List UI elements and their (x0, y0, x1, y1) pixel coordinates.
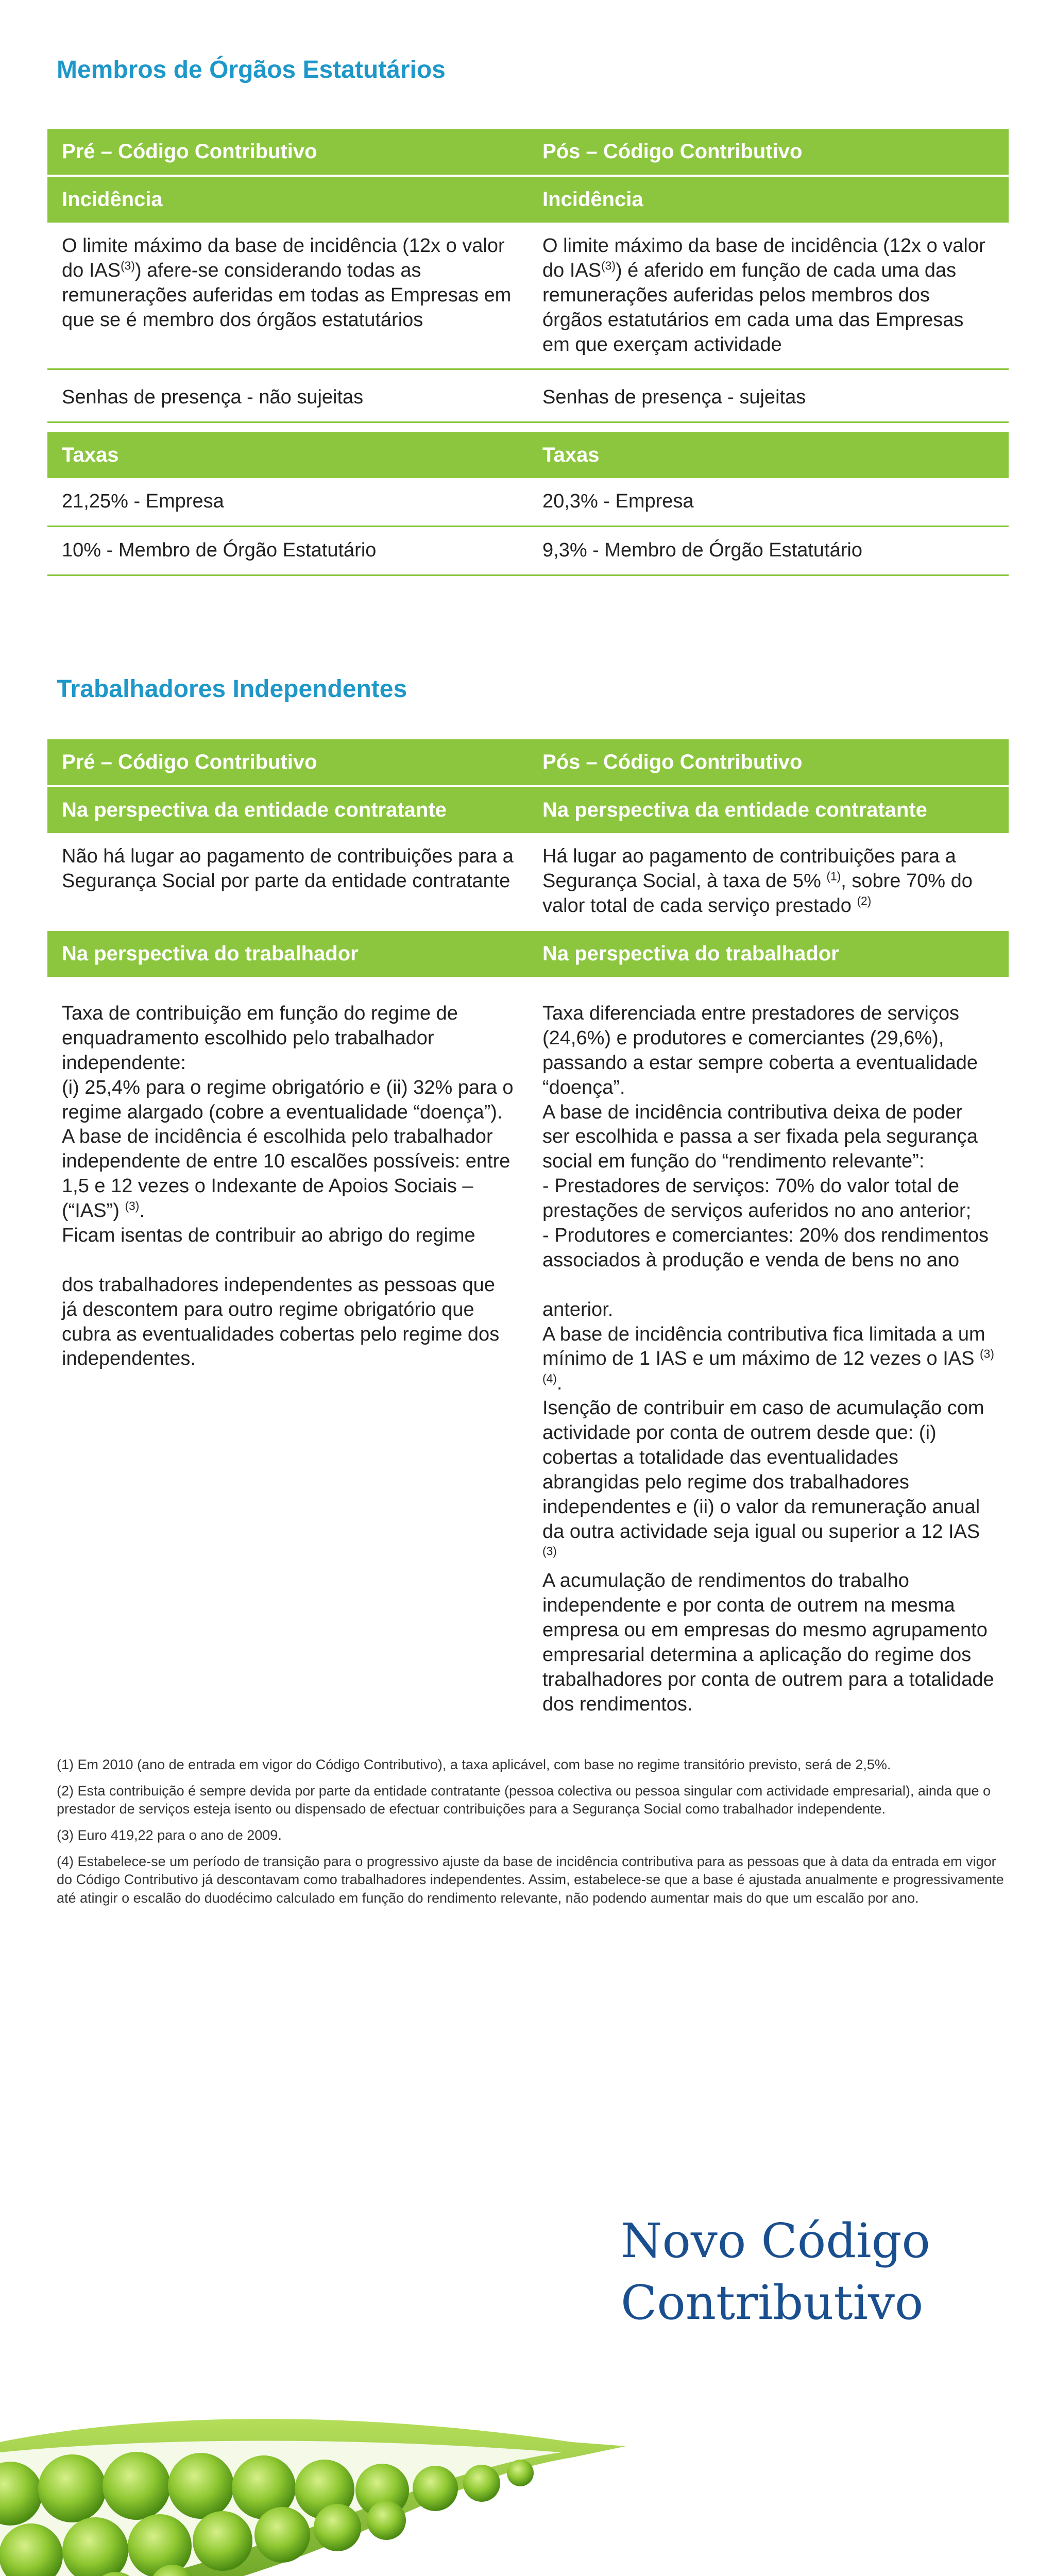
incidencia-label-pre: Incidência (62, 188, 163, 211)
table-header-row (47, 129, 1009, 175)
perspectiva-entidade-pre: Na perspectiva da entidade contratante (62, 799, 447, 821)
senhas-row (47, 370, 1009, 423)
incidencia-label-pos: Incidência (542, 188, 643, 211)
col2-header-pos: Pós – Código Contributivo (542, 751, 803, 773)
trabalhador-pre-text: Taxa de contribuição em função do regime de enquadramento escolhido pelo trabalhador independente: (i) 25,4% para o regime obrigatório e (ii) 32% para o regime alargado (cobre a eventualidade “doença”). A base de incidência é escolhida pelo trabalhador independente de entre 10 escalões possíveis: entre 1,5 e 12 vezes o Indexante de Apoios Sociais – (“IAS”) $^{(3)}$. Ficam isentas de contribuir ao abrigo do regime dos trabalhadores independentes as pessoas que já descontem para outro regime obrigatório que cubra as eventualidades cobertas pelo regime dos independentes. (62, 1003, 514, 1370)
entidade-pre-text: Não há lugar ao pagamento de contribuições para a Segurança Social por parte da entidade contratante (62, 845, 514, 892)
incidencia-row (47, 223, 1009, 370)
col2-header-pre: Pré – Código Contributivo (62, 751, 317, 773)
table-membros (47, 129, 1009, 576)
incidencia-header-row (47, 175, 1009, 223)
table-independentes (47, 739, 1009, 1728)
senhas-pre: Senhas de presença - não sujeitas (62, 386, 364, 409)
footnotes (57, 1756, 1005, 1916)
perspectiva-entidade-pos: Na perspectiva da entidade contratante (542, 799, 927, 821)
perspectiva-trabalhador-pos: Na perspectiva do trabalhador (542, 942, 839, 965)
taxa1-pos: 20,3% - Empresa (542, 490, 694, 513)
taxas-label-pos: Taxas (542, 444, 600, 467)
section-title-membros: Membros de Órgãos Estatutários (57, 56, 446, 83)
cover-title: Novo Código Contributivo (621, 2213, 930, 2330)
taxa1-pre: 21,25% - Empresa (62, 490, 224, 513)
taxas-label-pre: Taxas (62, 444, 119, 467)
taxa2-pos: 9,3% - Membro de Órgão Estatutário (542, 539, 862, 562)
taxa-row-1 (47, 478, 1009, 527)
footnote-4: (4) Estabelece-se um período de transição para o progressivo ajuste da base de incidência contributiva para as pessoas que à data da entrada em vigor do Código Contributivo já descontavam como trabalhadores independentes. Assim, estabelece-se que a base é ajustada anualmente e progressivamente até atingir o escalão do duodécimo calculado em função do rendimento relevante, não podendo aumentar mais do que um escalão por ano. (57, 1854, 1004, 1906)
perspectiva-entidade-row (47, 785, 1009, 833)
taxa-row-2 (47, 527, 1009, 576)
taxas-header-row (47, 432, 1009, 478)
entidade-row (47, 833, 1009, 931)
section-title-independentes: Trabalhadores Independentes (57, 675, 407, 703)
incidencia-pre-text: O limite máximo da base de incidência (12x o valor do IAS$^{(3)}$) afere-se considerando todas as remunerações auferidas em todas as Empresas em que se é membro dos órgãos estatutários (62, 235, 512, 331)
col-header-pos: Pós – Código Contributivo (542, 140, 803, 163)
footnote-3: (3) Euro 419,22 para o ano de 2009. (57, 1827, 282, 1843)
entidade-pos-text: Há lugar ao pagamento de contribuições para a Segurança Social, à taxa de 5% $^{(1)}$, sobre 70% do valor total de cada serviço prestado $^{(2)}$ (542, 845, 973, 917)
perspectiva-trabalhador-row (47, 931, 1009, 977)
footnote-2: (2) Esta contribuição é sempre devida por parte da entidade contratante (pessoa colectiva ou pessoa singular com actividade empresarial), ainda que o prestador de serviços esteja isento ou dispensado de efectuar contribuições para a Segurança Social como trabalhador independente. (57, 1783, 991, 1817)
table2-header-row (47, 739, 1009, 785)
perspectiva-trabalhador-pre: Na perspectiva do trabalhador (62, 942, 359, 965)
col-header-pre: Pré – Código Contributivo (62, 140, 317, 163)
trabalhador-pos-text: Taxa diferenciada entre prestadores de serviços (24,6%) e produtores e comerciantes (29,6%), passando a estar sempre coberta a eventualidade “doença”. A base de incidência contributiva deixa de poder ser escolhida e passa a ser fixada pela segurança social em função do “rendimento relevante”: - Prestadores de serviços: 70% do valor total de prestações de serviços auferidos no ano anterior; - Produtores e comerciantes: 20% dos rendimentos associados à produção e venda de bens no ano anterior. A base de incidência contributiva fica limitada a um mínimo de 1 IAS e um máximo de 12 vezes o IAS $^{(3) (4)}$. Isenção de contribuir em caso de acumulação com actividade por conta de outrem desde que: (i) cobertas a totalidade das eventualidades abrangidas pelo regime dos trabalhadores independentes e (ii) o valor da remuneração anual da outra actividade seja igual ou superior a 12 IAS $^{(3)}$ A acumulação de rendimentos do trabalho independente e por conta de outrem na mesma empresa ou em empresas do mesmo agrupamento empresarial determina a aplicação do regime dos trabalhadores por conta de outrem para a totalidade dos rendimentos. (542, 1003, 994, 1715)
trabalhador-row (47, 977, 1009, 1728)
footnote-1: (1) Em 2010 (ano de entrada em vigor do Código Contributivo), a taxa aplicável, com base no regime transitório previsto, será de 2,5%. (57, 1757, 891, 1772)
incidencia-pos-text: O limite máximo da base de incidência (12x o valor do IAS$^{(3)}$) é aferido em função de cada uma das remunerações auferidas pelos membros dos órgãos estatutários em cada uma das Empresas em que exerçam actividade (542, 235, 985, 355)
taxa2-pre: 10% - Membro de Órgão Estatutário (62, 539, 377, 562)
pea-pod-image (0, 2380, 634, 2576)
senhas-pos: Senhas de presença - sujeitas (542, 386, 806, 409)
